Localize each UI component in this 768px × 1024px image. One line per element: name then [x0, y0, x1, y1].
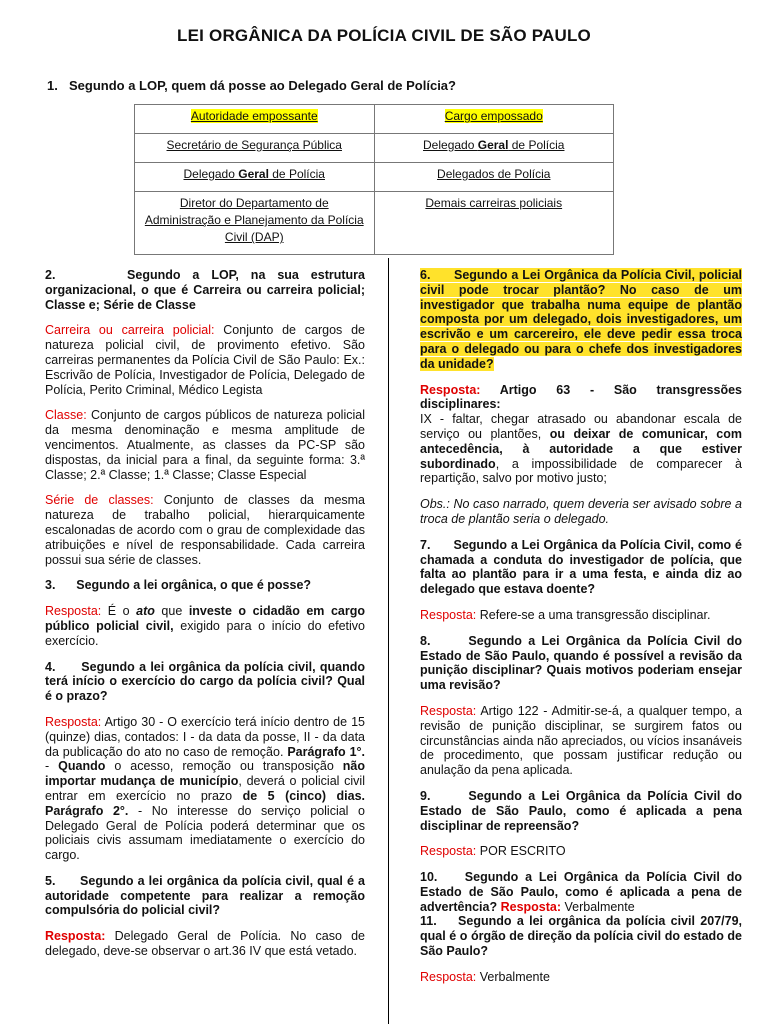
- highlighted-question: 6. Segundo a Lei Orgânica da Polícia Civil, policial civil pode trocar plantão? No caso de um investigador que trabalha numa equipe de plantão composta por um delegado, dois investigadores, um escrivão e um carcereiro, ele deve pedir essa troca para o delegado ou para o chefe dos investigadores da unidade?: [420, 268, 742, 371]
- answer-3: [45, 604, 365, 648]
- answer-label: Resposta:: [497, 899, 562, 914]
- answer-text: IX - faltar, chegar atrasado ou abandonar escala de serviço ou plantões,: [420, 412, 742, 441]
- answer-label: Resposta:: [420, 607, 477, 622]
- cell-bold: Geral: [238, 167, 269, 181]
- question-3: 3. Segundo a lei orgânica, o que é posse?: [45, 578, 312, 593]
- answer-bold: Parágrafo 1°.: [287, 744, 365, 759]
- answer-label: Resposta:: [420, 969, 477, 984]
- answer-text: - No interesse do serviço policial o Delegado Geral de Polícia poderá determinar que os policiais civis assumam imediatamente o exercício do cargo.: [45, 803, 365, 863]
- answer-label: Resposta:: [420, 844, 477, 859]
- answer-text: exigido para o início do efetivo exercício.: [45, 618, 365, 648]
- cell-bold: Geral: [477, 138, 509, 152]
- answer-text: Delegado Geral de Polícia. No caso de delegado, deve-se observar o art.36 IV que está vetado.: [45, 929, 365, 959]
- answer-6: [420, 383, 742, 487]
- term-text: Conjunto de classes da mesma natureza de trabalho policial, hierarquicamente escalonadas de acordo com o grau de complexidade das atribuições e nível de responsabilidade. Cada carreira possui sua série de classes.: [45, 493, 366, 567]
- question-8: 8. Segundo a Lei Orgânica da Polícia Civil do Estado de São Paulo, quando é possível a revisão da punição disciplinar? Quais motivos poderiam ensejar uma revisão?: [420, 633, 742, 693]
- table-cell: [135, 163, 375, 192]
- answer-label: Resposta:: [45, 929, 106, 944]
- question-2: 2. Segundo a LOP, na sua estrutura organizacional, o que é Carreira ou carreira policial; Classe e; Série de Classe: [45, 268, 365, 312]
- header-autoridade: Autoridade empossante: [190, 109, 318, 123]
- cell-text: Delegado: [423, 138, 478, 152]
- table-row: [135, 134, 614, 163]
- table-cell: Secretário de Segurança Pública: [135, 134, 375, 163]
- answer-bold: ato: [136, 604, 155, 619]
- answer-carreira: [45, 323, 365, 397]
- table-cell: Demais carreiras policiais: [374, 192, 614, 255]
- answer-text: Verbalmente: [476, 969, 550, 984]
- answer-bold: não importar mudança de município: [45, 759, 365, 789]
- answer-text: POR ESCRITO: [476, 844, 566, 859]
- table-row: [135, 163, 614, 192]
- right-column: [420, 268, 742, 996]
- answer-text: que: [154, 604, 189, 619]
- answer-serie: [45, 493, 365, 567]
- answer-text: -: [45, 759, 59, 774]
- answer-text: , deverá o policial civil entrar em exercício no prazo: [45, 774, 365, 803]
- term-text: Conjunto de cargos públicos de natureza policial da mesma denominação e mesma amplitude de vencimentos. Atualmente, as classes da PC-SP são dispostas, da inicial para a final, da seguinte forma: 3.ª Classe; 2.ª Classe; 1.ª Classe; Classe Especial: [45, 408, 365, 482]
- answer-bold: de 5 (cinco) dias. Parágrafo 2°.: [45, 788, 365, 818]
- question-text: 10. Segundo a Lei Orgânica da Polícia Civil do Estado de São Paulo, como é aplicada a pena de advertência?: [420, 870, 742, 914]
- term-label: Classe:: [45, 408, 87, 423]
- question-5: 5. Segundo a lei orgânica da polícia civil, qual é a autoridade competente para realizar a remoção compulsória do policial civil?: [45, 873, 365, 918]
- question-text: Segundo a LOP, quem dá posse ao Delegado Geral de Polícia?: [69, 78, 456, 93]
- answer-text: Verbalmente: [561, 899, 635, 914]
- obs-label: Obs.:: [420, 497, 450, 512]
- term-label: Série de classes:: [45, 493, 154, 508]
- answer-text: Artigo 122 - Admitir-se-á, a qualquer tempo, a revisão de punição disciplinar, se surgirem fatos ou circunstâncias ainda não apreciados, ou vícios insanáveis de procedimento, que possam justificar redução ou anulação da pena aplicada.: [420, 703, 742, 778]
- table-cell: [374, 134, 614, 163]
- answer-8: [420, 704, 742, 778]
- answer-9: [420, 844, 742, 859]
- cell-text: de Polícia: [508, 138, 565, 152]
- table-header-row: [135, 105, 614, 134]
- question-9: 9. Segundo a Lei Orgânica da Polícia Civil do Estado de São Paulo, como é aplicada a pena disciplinar de repreensão?: [420, 788, 742, 833]
- answer-classe: [45, 408, 365, 482]
- table-cell: Delegados de Polícia: [374, 163, 614, 192]
- answer-text: É o: [101, 604, 137, 619]
- term-label: Carreira ou carreira policial:: [45, 323, 215, 338]
- answer-bold: ou deixar de comunicar, com antecedência, à autoridade a que estiver subordinado: [420, 426, 743, 471]
- column-divider: [388, 258, 389, 1024]
- page-title: LEI ORGÂNICA DA POLÍCIA CIVIL DE SÃO PAULO: [177, 26, 591, 45]
- posse-table: [134, 104, 614, 255]
- question-4: 4. Segundo a lei orgânica da polícia civil, quando terá início o exercício do cargo da polícia civil? Qual é o prazo?: [45, 659, 365, 704]
- left-column: [45, 268, 365, 970]
- obs-text: No caso narrado, quem deveria ser avisado sobre a troca de plantão seria o delegado.: [420, 497, 742, 526]
- table-header-cell: [135, 105, 375, 134]
- answer-label: Resposta:: [45, 604, 102, 619]
- term-text: Conjunto de cargos de natureza policial civil, de provimento efetivo. São carreiras permanentes da Polícia Civil de São Paulo: Ex.: Escrivão de Polícia, Investigador de Polícia, Delegado de Polícia, Perito Criminal, Médico Legista: [45, 323, 365, 397]
- header-cargo: Cargo empossado: [444, 109, 543, 123]
- answer-label: Resposta:: [45, 714, 102, 729]
- question-number: 1.: [47, 78, 58, 93]
- answer-text: o acesso, remoção ou transposição: [105, 759, 343, 774]
- table-row: [135, 192, 614, 255]
- question-11: 11. Segundo a lei orgânica da polícia civil 207/79, qual é o órgão de direção da polícia civil do estado de São Paulo?: [420, 914, 742, 959]
- answer-bold: investe o cidadão em cargo público policial civil,: [45, 604, 365, 633]
- answer-text: Artigo 30 - O exercício terá início dentro de 15 (quinze) dias, contados: I - da data da posse, II - da data da publicação do ato no caso de remoção.: [45, 714, 365, 759]
- answer-5: [45, 929, 365, 959]
- answer-11: [420, 970, 742, 985]
- question-6: [420, 268, 742, 372]
- question-7: 7. Segundo a Lei Orgânica da Polícia Civil, como é chamada a conduta do investigador de polícia, que falta ao plantão para ir a uma festa, e ainda diz ao delegado que estava doente?: [420, 537, 742, 597]
- answer-7: [420, 608, 742, 623]
- table-cell: Diretor do Departamento de Administração e Planejamento da Polícia Civil (DAP): [135, 192, 375, 255]
- question-10: [420, 870, 742, 914]
- answer-label: Resposta:: [420, 703, 477, 718]
- answer-text: , a impossibilidade de comparecer à repartição, salvo por motivo justo;: [420, 456, 742, 486]
- table-header-cell: [374, 105, 614, 134]
- answer-bold: Quando: [58, 759, 106, 774]
- answer-label: Resposta:: [420, 382, 481, 397]
- obs-note: [420, 497, 742, 527]
- cell-text: Delegado: [183, 167, 239, 181]
- answer-text: Refere-se a uma transgressão disciplinar.: [476, 607, 711, 622]
- cell-text: de Polícia: [268, 167, 325, 181]
- question-1: [47, 78, 456, 93]
- answer-bold: Artigo 63 - São transgressões disciplinares:: [420, 382, 742, 412]
- answer-4: [45, 715, 365, 863]
